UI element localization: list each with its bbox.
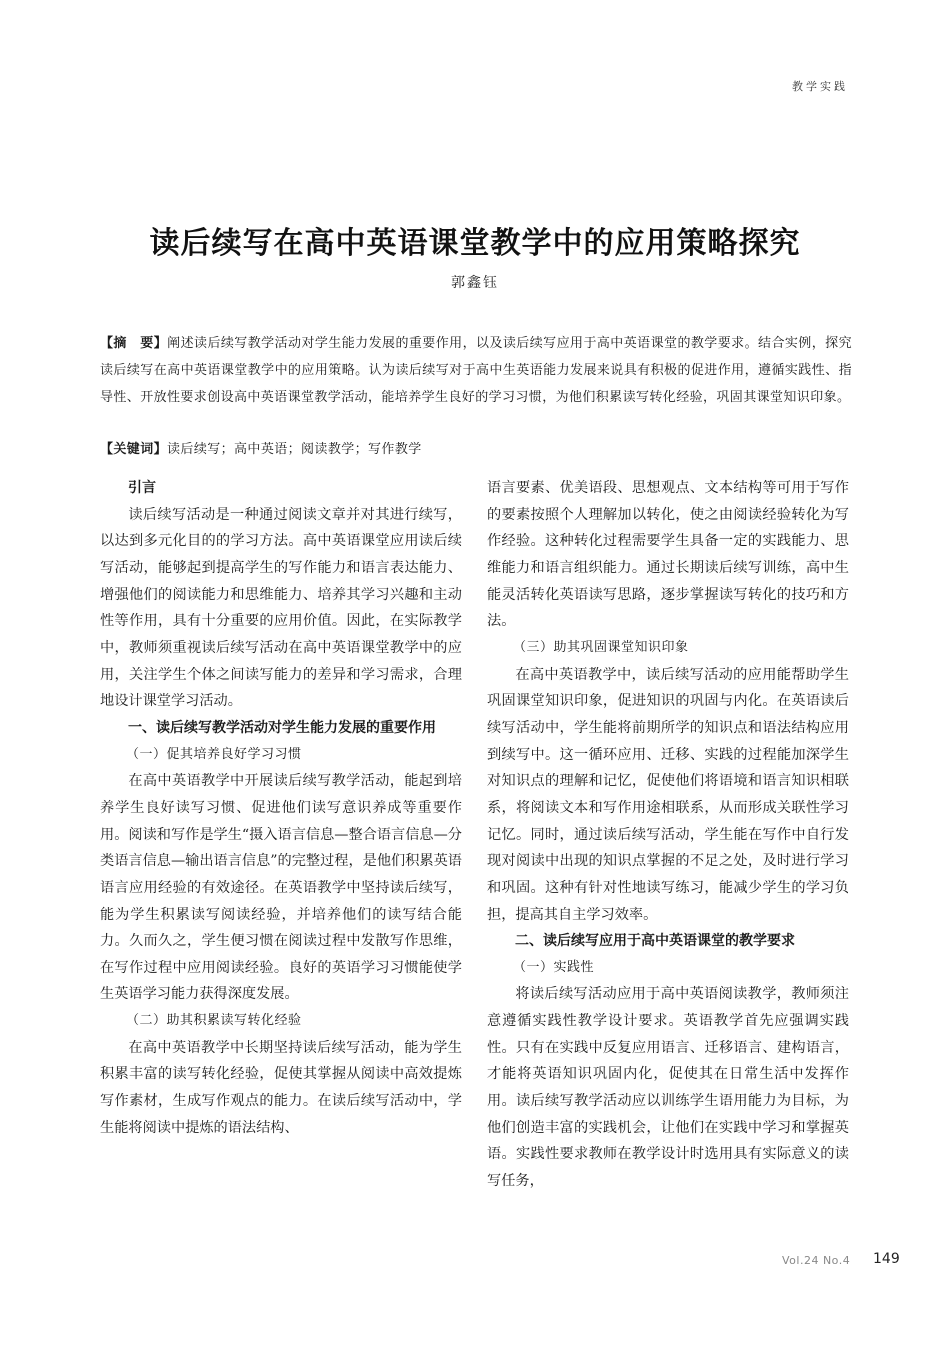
intro-paragraph: 读后续写活动是一种通过阅读文章并对其进行续写，以达到多元化目的的学习方法。高中英语课堂应用读后续写活动，能够起到提高学生的写作能力和语言表达能力、增强他们的阅读能力和思维能力、培养其学习兴趣和主动性等作用，具有十分重要的应用价值。因此，在实际教学中，教师须重视读后续写活动在高中英语课堂教学中的应用，关注学生个体之间读写能力的差异和学习需求，合理地设计课堂学习活动。 — [100, 506, 462, 710]
abstract-text: 阐述读后续写教学活动对学生能力发展的重要作用，以及读后续写应用于高中英语课堂的教学要求。结合实例，探究读后续写在高中英语课堂教学中的应用策略。认为读后续写对于高中生英语能力发展来说具有积极的促进作用，遵循实践性、指导性、开放性要求创设高中英语课堂教学活动，能培养学生良好的学习习惯，为他们积累读写转化经验，巩固其课堂知识印象。 — [100, 336, 852, 405]
keywords-text: 读后续写；高中英语；阅读教学；写作教学 — [167, 442, 422, 457]
section-1-heading: 一、读后续写教学活动对学生能力发展的重要作用 — [128, 719, 436, 736]
keywords-label: 【关键词】 — [100, 442, 168, 457]
section-2-heading: 二、读后续写应用于高中英语课堂的教学要求 — [515, 933, 795, 950]
subsection-2-heading: （二）助其积累读写转化经验 — [126, 1013, 302, 1029]
subsection-1-paragraph: 在高中英语教学中开展读后续写教学活动，能起到培养学生良好读写习惯、促进他们读写意识养成等重要作用。阅读和写作是学生“摄入语言信息—整合语言信息—分类语言信息—输出语言信息”的完整过程，是他们积累英语语言应用经验的有效途径。在英语教学中坚持读后续写，能为学生积累读写阅读经验，并培养他们的读写结合能力。久而久之，学生便习惯在阅读过程中发散写作思维，在写作过程中应用阅读经验。良好的英语学习习惯能使学生英语学习能力获得深度发展。 — [100, 773, 462, 1003]
continued-paragraph: 语言要素、优美语段、思想观点、文本结构等可用于写作的要素按照个人理解加以转化，使之由阅读经验转化为写作经验。这种转化过程需要学生具备一定的实践能力、思维能力和语言组织能力。通过长期读后续写训练，高中生能灵活转化英语读写思路，逐步掌握读写转化的技巧和方法。 — [487, 480, 849, 630]
subsection-4-heading: （一）实践性 — [513, 959, 595, 975]
body-column-right — [487, 475, 849, 1195]
running-header-section: 教学实践 — [792, 80, 848, 93]
abstract — [100, 331, 852, 411]
abstract-label: 【摘 要】 — [100, 336, 168, 351]
footer-volume: Vol.24 No.4 — [782, 1254, 851, 1267]
intro-heading: 引言 — [128, 480, 156, 496]
article-author: 郭鑫钰 — [451, 275, 499, 291]
body-column-left — [100, 475, 462, 1141]
subsection-3-heading: （三）助其巩固课堂知识印象 — [513, 639, 689, 655]
subsection-3-paragraph: 在高中英语教学中，读后续写活动的应用能帮助学生巩固课堂知识印象，促进知识的巩固与内化。在英语读后续写活动中，学生能将前期所学的知识点和语法结构应用到续写中。这一循环应用、迁移、实践的过程能加深学生对知识点的理解和记忆，促使他们将语境和语言知识相联系，将阅读文本和写作用途相联系，从而形成关联性学习记忆。同时，通过读后续写活动，学生能在写作中自行发现对阅读中出现的知识点掌握的不足之处，及时进行学习和巩固。这种有针对性地读写练习，能减少学生的学习负担，提高其自主学习效率。 — [487, 666, 849, 923]
subsection-2-paragraph: 在高中英语教学中长期坚持读后续写活动，能为学生积累丰富的读写转化经验，促使其掌握从阅读中高效提炼写作素材，生成写作观点的能力。在读后续写活动中，学生能将阅读中提炼的语法结构、 — [100, 1039, 462, 1136]
keywords — [100, 437, 852, 464]
article-title: 读后续写在高中英语课堂教学中的应用策略探究 — [149, 226, 801, 261]
subsection-1-heading: （一）促其培养良好学习习惯 — [126, 746, 302, 762]
subsection-4-paragraph: 将读后续写活动应用于高中英语阅读教学，教师须注意遵循实践性教学设计要求。英语教学首先应强调实践性。只有在实践中反复应用语言、迁移语言、建构语言，才能将英语知识巩固内化，促使其在日常生活中发挥作用。读后续写教学活动应以训练学生语用能力为目标，为他们创造丰富的实践机会，让他们在实践中学习和掌握英语。实践性要求教师在教学设计时选用具有实际意义的读写任务， — [487, 986, 849, 1190]
page-number: 149 — [873, 1251, 900, 1267]
